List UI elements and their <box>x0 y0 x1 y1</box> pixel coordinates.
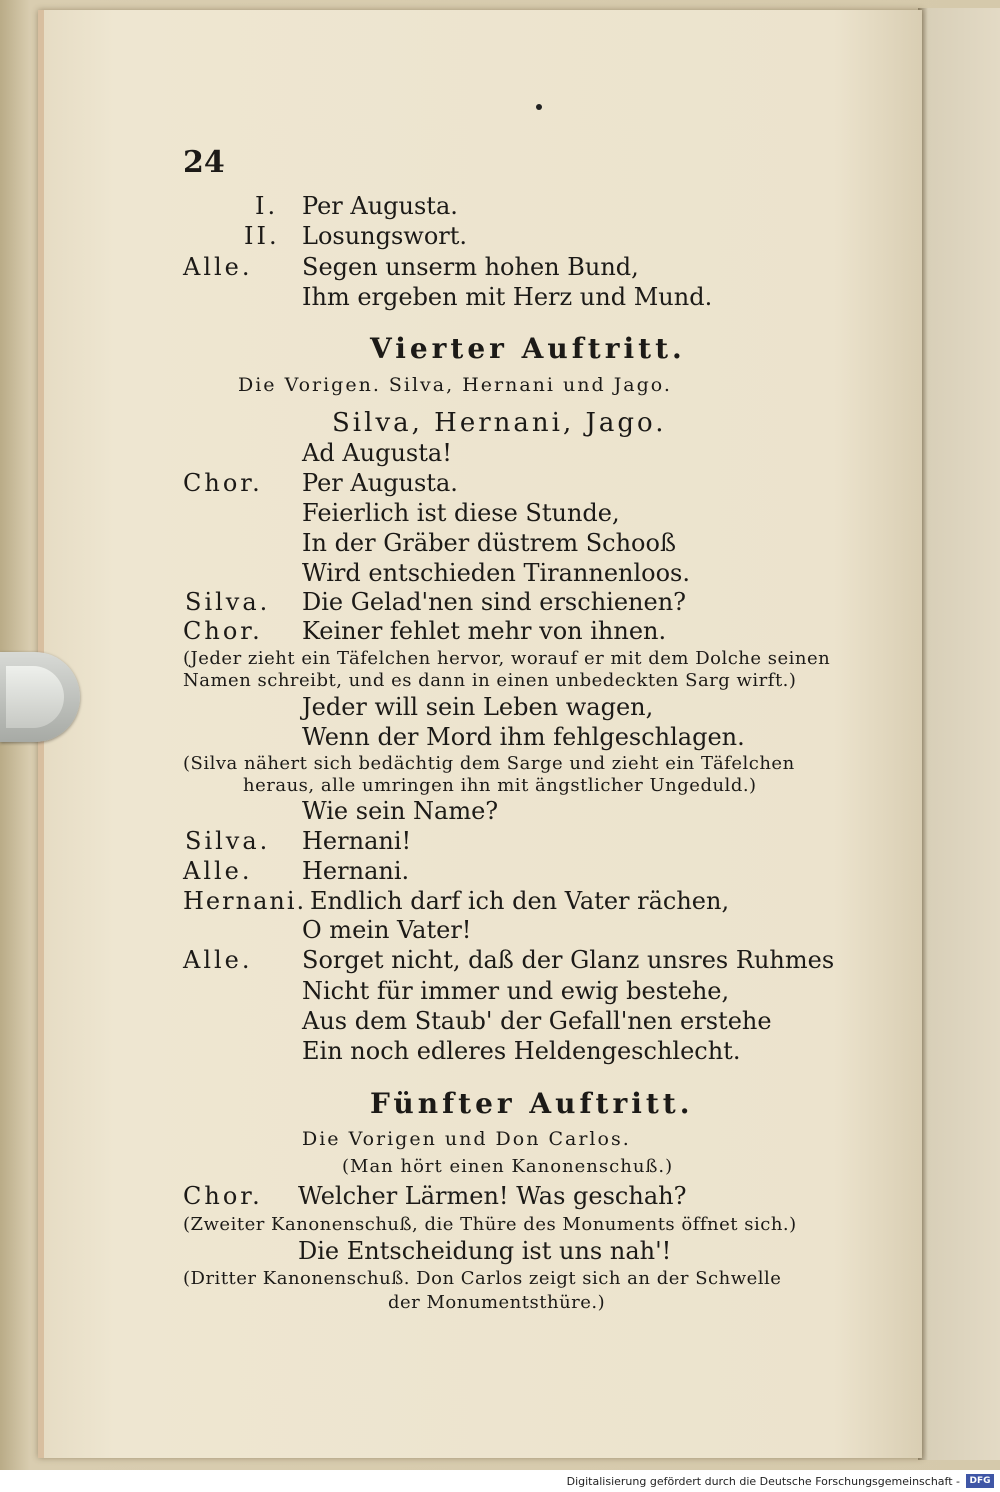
speaker-label: Chor. <box>183 617 263 645</box>
scene-cast: Die Vorigen. Silva, Hernani und Jago. <box>238 374 672 396</box>
verse-line: Per Augusta. <box>302 192 458 220</box>
stage-direction: (Zweiter Kanonenschuß, die Thüre des Monuments öffnet sich.) <box>183 1214 797 1235</box>
verse-line: Segen unserm hohen Bund, <box>302 253 639 281</box>
verse-line: Hernani! <box>302 827 412 855</box>
speaker-label: Hernani. <box>183 887 307 915</box>
ink-dot <box>536 104 542 110</box>
verse-line: O mein Vater! <box>302 916 472 944</box>
verse-line: Nicht für immer und ewig bestehe, <box>302 977 730 1005</box>
verse-line: Losungswort. <box>302 222 468 250</box>
speaker-label: Alle. <box>183 253 253 281</box>
verse-line: Endlich darf ich den Vater rächen, <box>310 887 730 915</box>
stage-direction: (Man hört einen Kanonenschuß.) <box>342 1156 674 1177</box>
speaker-label: Silva. <box>185 827 271 855</box>
verse-line: In der Gräber düstrem Schooß <box>302 529 676 557</box>
verse-line: Hernani. <box>302 857 410 885</box>
dfg-logo: DFG <box>966 1474 994 1488</box>
verse-line: Ad Augusta! <box>302 439 452 467</box>
stage-direction: (Dritter Kanonenschuß. Don Carlos zeigt sich an der Schwelle <box>183 1268 782 1289</box>
verse-line: Wie sein Name? <box>302 797 499 825</box>
footer-bar <box>0 1470 1000 1492</box>
verse-line: Ihm ergeben mit Herz und Mund. <box>302 283 713 311</box>
scene-heading: Fünfter Auftritt. <box>370 1087 694 1120</box>
speaker-label: Chor. <box>183 1182 263 1210</box>
page-number: 24 <box>183 145 225 180</box>
stage-direction: (Silva nähert sich bedächtig dem Sarge und zieht ein Täfelchen <box>183 753 795 774</box>
verse-line: Aus dem Staub' der Gefall'nen erstehe <box>302 1007 772 1035</box>
stage-direction: der Monumentsthüre.) <box>388 1292 606 1313</box>
verse-line: Die Entscheidung ist uns nah'! <box>298 1237 672 1265</box>
verse-line: Jeder will sein Leben wagen, <box>302 693 654 721</box>
scene-heading: Vierter Auftritt. <box>370 332 686 365</box>
stage-direction: Namen schreibt, und es dann in einen unbedeckten Sarg wirft.) <box>183 670 797 691</box>
verse-line: Wenn der Mord ihm fehlgeschlagen. <box>302 723 745 751</box>
speaker-label: Silva. <box>185 588 271 616</box>
verse-line: Die Gelad'nen sind erschienen? <box>302 588 687 616</box>
verse-line: Ein noch edleres Heldengeschlecht. <box>302 1037 741 1065</box>
stage-direction: heraus, alle umringen ihn mit ängstlicher Ungeduld.) <box>243 775 757 796</box>
speaker-label: Alle. <box>183 946 253 974</box>
scene-cast: Die Vorigen und Don Carlos. <box>302 1128 631 1150</box>
verse-line: Keiner fehlet mehr von ihnen. <box>302 617 667 645</box>
speaker-label: Chor. <box>183 469 263 497</box>
verse-line: Feierlich ist diese Stunde, <box>302 499 620 527</box>
scene-speakers: Silva, Hernani, Jago. <box>332 408 667 438</box>
verse-line: Welcher Lärmen! Was geschah? <box>298 1182 687 1210</box>
verse-line: Sorget nicht, daß der Glanz unsres Ruhmes <box>302 946 835 974</box>
verse-line: Per Augusta. <box>302 469 458 497</box>
stage-direction: (Jeder zieht ein Täfelchen hervor, worauf er mit dem Dolche seinen <box>183 648 831 669</box>
verse-line: Wird entschieden Tirannenloos. <box>302 559 690 587</box>
speaker-label: I. <box>255 192 279 220</box>
speaker-label: Alle. <box>183 857 253 885</box>
speaker-label: II. <box>244 222 280 250</box>
adjacent-page-edge <box>918 8 1000 1460</box>
footer-credit: Digitalisierung gefördert durch die Deutsche Forschungsgemeinschaft - <box>566 1475 960 1488</box>
